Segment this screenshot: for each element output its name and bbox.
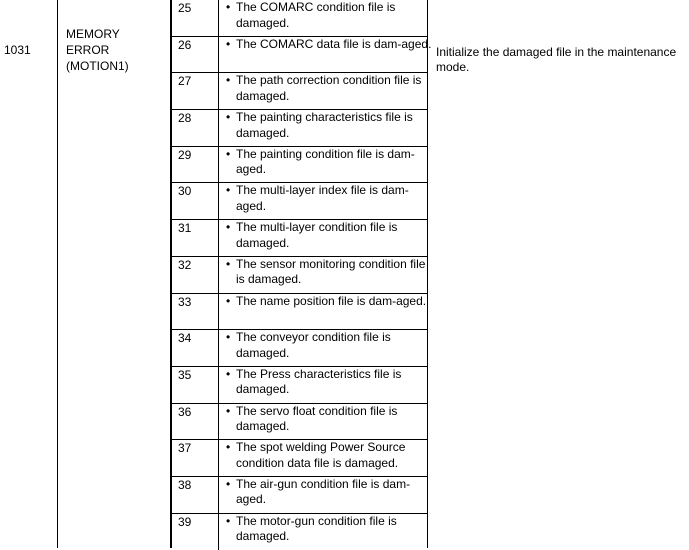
row-divider xyxy=(218,330,219,366)
description-text: The path correction condition file is damaged. xyxy=(236,73,422,103)
row-divider xyxy=(218,440,219,476)
description-text: The conveyor condition file is damaged. xyxy=(236,330,391,360)
description-text: The spot welding Power Source condition data file is damaged. xyxy=(236,440,406,470)
bullet: • xyxy=(226,36,231,51)
table-row xyxy=(171,220,428,257)
bullet: • xyxy=(226,293,231,308)
description-text: The multi-layer condition file is damaged. xyxy=(236,220,398,250)
sub-code: 39 xyxy=(178,514,192,529)
alarm-name-line: ERROR xyxy=(66,43,110,57)
description-text: The motor-gun condition file is damaged. xyxy=(236,513,397,544)
sub-code: 38 xyxy=(178,477,192,492)
row-divider xyxy=(218,110,219,146)
bullet: • xyxy=(226,366,231,381)
description-text: The Press characteristics file is damaged. xyxy=(236,366,402,397)
description-text: The sensor monitoring condition file is damaged. xyxy=(236,256,426,287)
description-text: The COMARC condition file is damaged. xyxy=(236,0,396,30)
sub-code: 25 xyxy=(178,1,192,15)
sub-code: 31 xyxy=(178,221,192,236)
table-row xyxy=(171,330,428,367)
description-text: The multi-layer index file is dam-aged. xyxy=(236,183,409,213)
table-row xyxy=(171,257,428,294)
remedy-text: Initialize the damaged file in the maintenance mode. xyxy=(436,45,677,74)
bullet: • xyxy=(226,0,231,14)
row-divider xyxy=(218,183,219,219)
sub-code-description xyxy=(226,514,432,545)
sub-code: 27 xyxy=(178,74,192,89)
table-row xyxy=(171,404,428,441)
sub-code-description xyxy=(226,110,432,141)
sub-code-description xyxy=(226,183,432,214)
description-text: The air-gun condition file is dam-aged. xyxy=(236,476,411,507)
description-text: The painting characteristics file is damaged. xyxy=(236,110,413,140)
sub-code-description xyxy=(226,477,432,508)
table-row xyxy=(171,514,428,550)
sub-code: 37 xyxy=(178,441,192,456)
row-divider xyxy=(218,404,219,440)
sub-code-description xyxy=(226,367,432,398)
row-divider xyxy=(218,294,219,330)
description-text: The painting condition file is dam-aged. xyxy=(236,146,415,177)
sub-code-description xyxy=(226,330,432,361)
row-divider xyxy=(218,257,219,293)
bullet: • xyxy=(226,476,231,491)
sub-code: 33 xyxy=(178,294,192,309)
bullet: • xyxy=(226,256,231,271)
row-divider xyxy=(218,147,219,183)
sub-code: 32 xyxy=(178,257,192,272)
row-divider xyxy=(218,220,219,256)
sub-code-description xyxy=(226,440,432,471)
alarm-code: 1031 xyxy=(4,43,31,57)
row-divider xyxy=(218,477,219,513)
table-row xyxy=(171,73,428,110)
table-row xyxy=(171,367,428,404)
sub-code: 34 xyxy=(178,331,192,346)
sub-code-description xyxy=(226,220,432,251)
table-row xyxy=(171,36,432,74)
bullet: • xyxy=(226,146,231,161)
bullet: • xyxy=(226,183,231,198)
table-row xyxy=(171,294,428,331)
sub-code-rows xyxy=(171,0,432,550)
description-text: The servo float condition file is damaged. xyxy=(236,403,398,434)
sub-code-description xyxy=(226,257,432,288)
table-row xyxy=(171,110,428,147)
table-row xyxy=(171,440,428,477)
sub-code-description xyxy=(226,37,432,53)
alarm-name-line: (MOTION1) xyxy=(66,59,129,73)
sub-code: 36 xyxy=(178,404,192,419)
sub-code: 29 xyxy=(178,147,192,162)
bullet: • xyxy=(226,513,231,528)
bullet: • xyxy=(226,403,231,418)
table-row xyxy=(171,147,428,184)
sub-code: 26 xyxy=(178,37,192,52)
sub-code: 35 xyxy=(178,367,192,382)
bullet: • xyxy=(226,73,231,88)
table-row xyxy=(171,0,428,37)
sub-code-description xyxy=(226,73,432,104)
row-divider xyxy=(218,0,219,36)
bullet: • xyxy=(226,110,231,125)
sub-code: 28 xyxy=(178,111,192,126)
table-row xyxy=(171,477,428,514)
sub-code-description xyxy=(226,0,432,31)
sub-code-description xyxy=(226,147,432,178)
bullet: • xyxy=(226,220,231,235)
bullet: • xyxy=(226,440,231,455)
row-divider xyxy=(218,367,219,403)
description-text: The name position file is dam-aged. xyxy=(236,293,427,308)
alarm-name xyxy=(66,26,166,74)
row-divider xyxy=(218,514,219,550)
sub-code-description xyxy=(226,294,432,310)
description-text: The COMARC data file is dam-aged. xyxy=(236,36,432,51)
table-row xyxy=(171,183,428,220)
bullet: • xyxy=(226,330,231,345)
column-divider-code xyxy=(57,0,58,548)
row-divider xyxy=(218,37,219,73)
sub-code-description xyxy=(226,404,432,435)
alarm-name-line: MEMORY xyxy=(66,27,120,41)
row-divider xyxy=(218,73,219,109)
sub-code: 30 xyxy=(178,184,192,199)
